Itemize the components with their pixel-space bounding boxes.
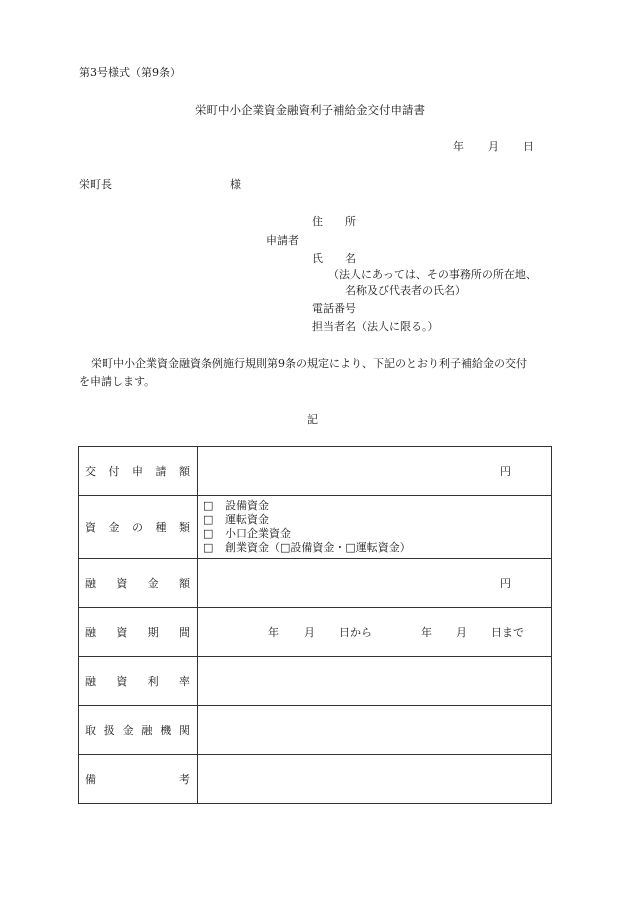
period-to-month: 月: [456, 626, 467, 639]
fund-option-small-business[interactable]: [203, 527, 551, 541]
applicant-phone: 電話番号: [312, 302, 356, 315]
label-fund-type: [79, 496, 198, 559]
applicant-label: 申請者: [266, 234, 299, 247]
label-char: 額: [179, 465, 190, 478]
row-interest-rate: [79, 657, 552, 706]
label-char: 関: [178, 724, 190, 737]
value-application-amount[interactable]: [198, 447, 552, 496]
row-financial-institution: [79, 706, 552, 755]
label-application-amount: [79, 447, 198, 496]
label-char: 扱: [103, 724, 115, 737]
label-char: 額: [178, 577, 190, 590]
checkbox[interactable]: □: [203, 499, 214, 512]
label-char: 金: [108, 521, 120, 534]
row-remarks: [79, 755, 552, 804]
label-char: 金: [147, 577, 159, 590]
label-financial-institution: [79, 706, 198, 755]
value-loan-amount[interactable]: [198, 559, 552, 608]
row-application-amount: [79, 447, 552, 496]
label-char: 間: [178, 626, 190, 639]
date-month: 月: [488, 140, 499, 153]
label-char: 請: [155, 465, 167, 478]
label-char: 付: [108, 465, 120, 478]
label-char: 融: [85, 626, 96, 639]
period-to-day: 日まで: [491, 626, 524, 639]
value-loan-period[interactable]: [198, 608, 552, 657]
fund-option-startup[interactable]: [203, 541, 551, 555]
value-financial-institution[interactable]: [198, 706, 552, 755]
value-remarks[interactable]: [198, 755, 552, 804]
period-from-month: 月: [304, 626, 315, 639]
label-char: 種: [155, 521, 167, 534]
label-char: 取: [85, 724, 96, 737]
fund-option-operating[interactable]: [203, 513, 551, 527]
label-char: 率: [178, 675, 190, 688]
label-remarks: [79, 755, 198, 804]
applicant-corp-note-1: （法人にあっては、その事務所の所在地、: [328, 268, 537, 281]
application-table: [78, 446, 552, 804]
label-char: 金: [122, 724, 134, 737]
label-char: の: [132, 521, 143, 534]
fund-type-options: [198, 496, 552, 559]
label-char: 機: [160, 724, 172, 737]
body-text-line-1: 栄町中小企業資金融資条例施行規則第9条の規定により、下記のとおり利子補給金の交付: [91, 357, 527, 370]
period-from-year: 年: [268, 626, 279, 639]
applicant-name: 氏 名: [312, 252, 356, 265]
checkbox[interactable]: □: [203, 541, 214, 554]
applicant-address: 住 所: [312, 215, 356, 228]
ki-heading: 記: [307, 413, 318, 426]
form-number: 第3号様式（第9条）: [79, 66, 181, 79]
fund-option-equipment[interactable]: [203, 499, 551, 513]
body-text-line-2: を申請します。: [79, 375, 156, 388]
checkbox[interactable]: □: [203, 527, 214, 540]
date-day: 日: [523, 140, 534, 153]
addressee-name: 栄町長: [79, 178, 112, 191]
label-interest-rate: [79, 657, 198, 706]
row-loan-period: [79, 608, 552, 657]
label-char: 資: [116, 626, 128, 639]
applicant-contact: 担当者名（法人に限る。）: [312, 320, 439, 333]
document-title: 栄町中小企業資金融資利子補給金交付申請書: [195, 103, 425, 117]
fund-option-label: 設備資金: [225, 499, 269, 512]
period-to-year: 年: [421, 626, 432, 639]
label-char: 考: [179, 773, 190, 786]
label-char: 資: [116, 675, 128, 688]
label-char: 融: [85, 675, 96, 688]
row-loan-amount: [79, 559, 552, 608]
date-year: 年: [453, 140, 464, 153]
yen-unit: 円: [500, 465, 511, 478]
row-fund-type: [79, 496, 552, 559]
label-loan-period: [79, 608, 198, 657]
label-char: 利: [147, 675, 159, 688]
checkbox[interactable]: □: [203, 513, 214, 526]
fund-option-label: 小口企業資金: [225, 527, 291, 540]
label-char: 資: [85, 521, 96, 534]
fund-option-label: 運転資金: [225, 513, 269, 526]
yen-unit: 円: [500, 577, 511, 590]
addressee-honorific: 様: [230, 178, 241, 191]
label-char: 融: [85, 577, 96, 590]
label-char: 備: [85, 773, 96, 786]
applicant-corp-note-2: 名称及び代表者の氏名）: [345, 284, 466, 297]
value-interest-rate[interactable]: [198, 657, 552, 706]
label-loan-amount: [79, 559, 198, 608]
label-char: 類: [179, 521, 190, 534]
fund-option-label: 創業資金（□設備資金・□運転資金）: [225, 541, 411, 554]
label-char: 交: [85, 465, 96, 478]
label-char: 資: [116, 577, 128, 590]
label-char: 期: [147, 626, 159, 639]
period-from-day: 日から: [339, 626, 372, 639]
label-char: 融: [141, 724, 153, 737]
label-char: 申: [132, 465, 143, 478]
